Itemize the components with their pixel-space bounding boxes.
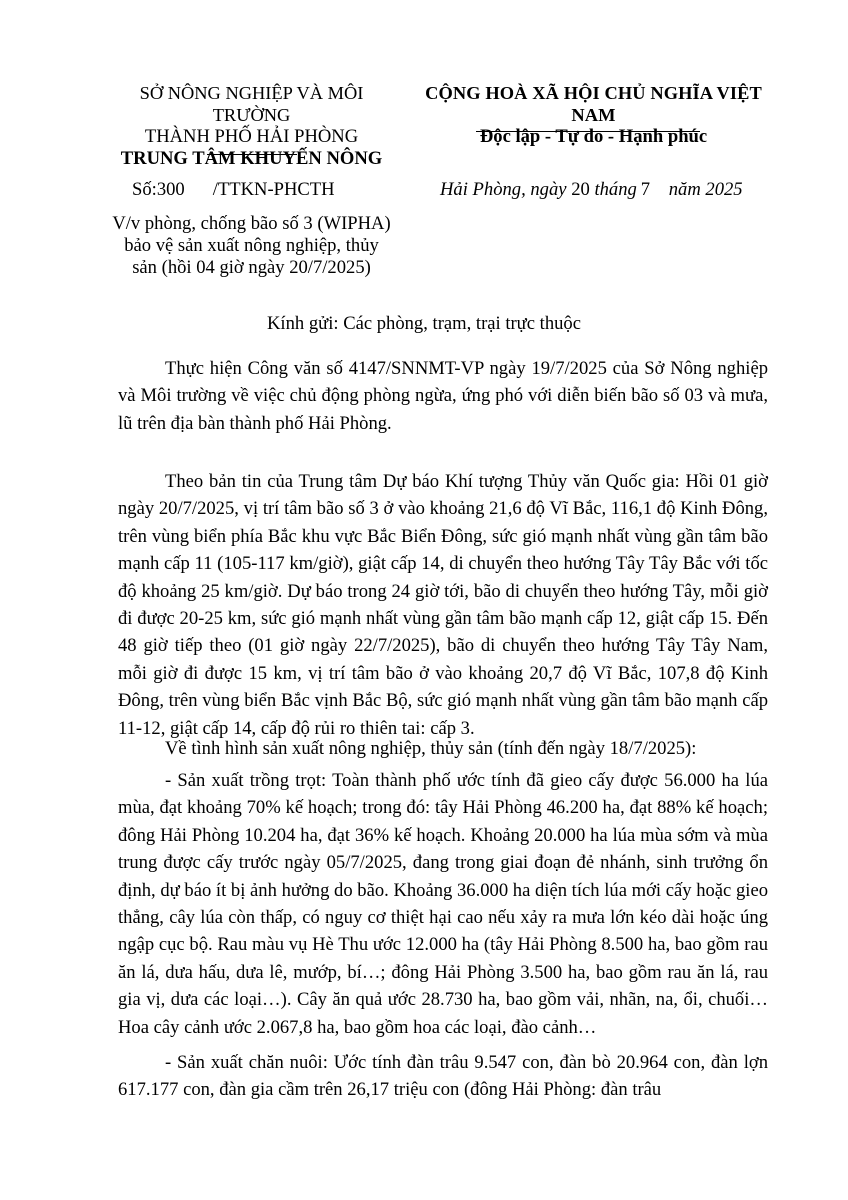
subject-line3: sản (hồi 04 giờ ngày 20/7/2025) bbox=[132, 257, 371, 278]
date-day: 20 bbox=[571, 179, 590, 200]
date-year: năm 2025 bbox=[668, 179, 743, 200]
nation-title: CỘNG HOÀ XÃ HỘI CHỦ NGHĨA VIỆT NAM bbox=[425, 83, 762, 125]
document-number bbox=[132, 179, 335, 201]
body-paragraph-crops: - Sản xuất trồng trọt: Toàn thành phố ước tính đã gieo cấy được 56.000 ha lúa mùa, đạt khoảng 70% kế hoạch; trong đó: tây Hải Phòng 46.200 ha, đạt 88% kế hoạch; đông Hải Phòng 10.204 ha, đạt 36% kế hoạch. Khoảng 20.000 ha lúa mùa sớm và mùa trung được cấy trước ngày 05/7/2025, đang trong giai đoạn đẻ nhánh, sinh trưởng ổn định, dự báo ít bị ảnh hưởng do bão. Khoảng 36.000 ha diện tích lúa mới cấy hoặc gieo thẳng, cây lúa còn thấp, có nguy cơ thiệt hại cao nếu xảy ra mưa lớn kéo dài hoặc úng ngập cục bộ. Rau màu vụ Hè Thu ước 12.000 ha (tây Hải Phòng 8.500 ha, bao gồm rau ăn lá, dưa hấu, dưa lê, mướp, bí…; đông Hải Phòng 3.500 ha, bao gồm rau ăn lá, rau gia vị, dưa các loại…). Cây ăn quả ước 28.730 ha, bao gồm vải, nhãn, na, ổi, chuối… Hoa cây cảnh ước 2.067,8 ha, bao gồm hoa các loại, đào cảnh… bbox=[118, 770, 768, 1038]
national-motto: Độc lập - Tự do - Hạnh phúc bbox=[479, 126, 708, 147]
subject-line1: V/v phòng, chống bão số 3 (WIPHA) bbox=[112, 213, 391, 234]
subject-line2: bảo vệ sản xuất nông nghiệp, thủy bbox=[124, 235, 379, 256]
date-month: 7 bbox=[640, 179, 651, 200]
national-header bbox=[406, 82, 781, 148]
document-subject bbox=[100, 213, 403, 279]
body-paragraph-situation-intro: Về tình hình sản xuất nông nghiệp, thủy sản (tính đến ngày 18/7/2025): bbox=[165, 738, 697, 759]
date-month-label: tháng bbox=[594, 179, 637, 200]
recipient-line: Kính gửi: Các phòng, trạm, trại trực thuộc bbox=[267, 313, 581, 334]
issuing-organization bbox=[100, 82, 403, 170]
motto-underline bbox=[476, 131, 700, 132]
organization-name: TRUNG TÂM KHUYẾN NÔNG bbox=[120, 148, 383, 169]
body-paragraph-reference: Thực hiện Công văn số 4147/SNNMT-VP ngày 19/7/2025 của Sở Nông nghiệp và Môi trường về việc chủ động phòng ngừa, ứng phó với diễn biến bão số 03 và mưa, lũ trên địa bàn thành phố Hải Phòng. bbox=[118, 358, 768, 434]
doc-number-code: /TTKN-PHCTH bbox=[212, 179, 335, 200]
body-paragraph-forecast: Theo bản tin của Trung tâm Dự báo Khí tượng Thủy văn Quốc gia: Hồi 01 giờ ngày 20/7/2025, vị trí tâm bão số 3 ở vào khoảng 21,6 độ Vĩ Bắc, 116,1 độ Kinh Đông, trên vùng biển phía Bắc khu vực Bắc Biển Đông, sức gió mạnh nhất vùng gần tâm bão mạnh cấp 11 (105-117 km/giờ), giật cấp 14, di chuyển theo hướng Tây Tây Bắc với tốc độ khoảng 25 km/giờ. Dự báo trong 24 giờ tới, bão di chuyển theo hướng Tây, mỗi giờ đi được 20-25 km, sức gió mạnh nhất vùng gần tâm bão mạnh cấp 12, giật cấp 15. Đến 48 giờ tiếp theo (01 giờ ngày 22/7/2025), bão di chuyển theo hướng Tây Tây Nam, mỗi giờ đi được 15 km, vị trí tâm bão ở vào khoảng 20,7 độ Vĩ Bắc, 107,8 độ Kinh Đông, trên vùng biển Bắc vịnh Bắc Bộ, sức gió mạnh nhất vùng gần tâm bão mạnh cấp 11-12, giật cấp 14, cấp độ rủi ro thiên tai: cấp 3. bbox=[118, 471, 768, 739]
parent-agency-line2: THÀNH PHỐ HẢI PHÒNG bbox=[144, 126, 359, 147]
body-paragraph-livestock: - Sản xuất chăn nuôi: Ước tính đàn trâu 9.547 con, đàn bò 20.964 con, đàn lợn 617.177 con, đàn gia cầm trên 26,17 triệu con (đông Hải Phòng: đàn trâu bbox=[118, 1052, 768, 1101]
doc-number-prefix: Số: bbox=[132, 179, 157, 200]
organization-underline bbox=[207, 154, 297, 155]
doc-number-value: 300 bbox=[156, 179, 185, 200]
parent-agency-line1: SỞ NÔNG NGHIỆP VÀ MÔI TRƯỜNG bbox=[139, 83, 364, 125]
issue-date bbox=[440, 179, 743, 201]
date-place-prefix: Hải Phòng, ngày bbox=[440, 179, 567, 200]
